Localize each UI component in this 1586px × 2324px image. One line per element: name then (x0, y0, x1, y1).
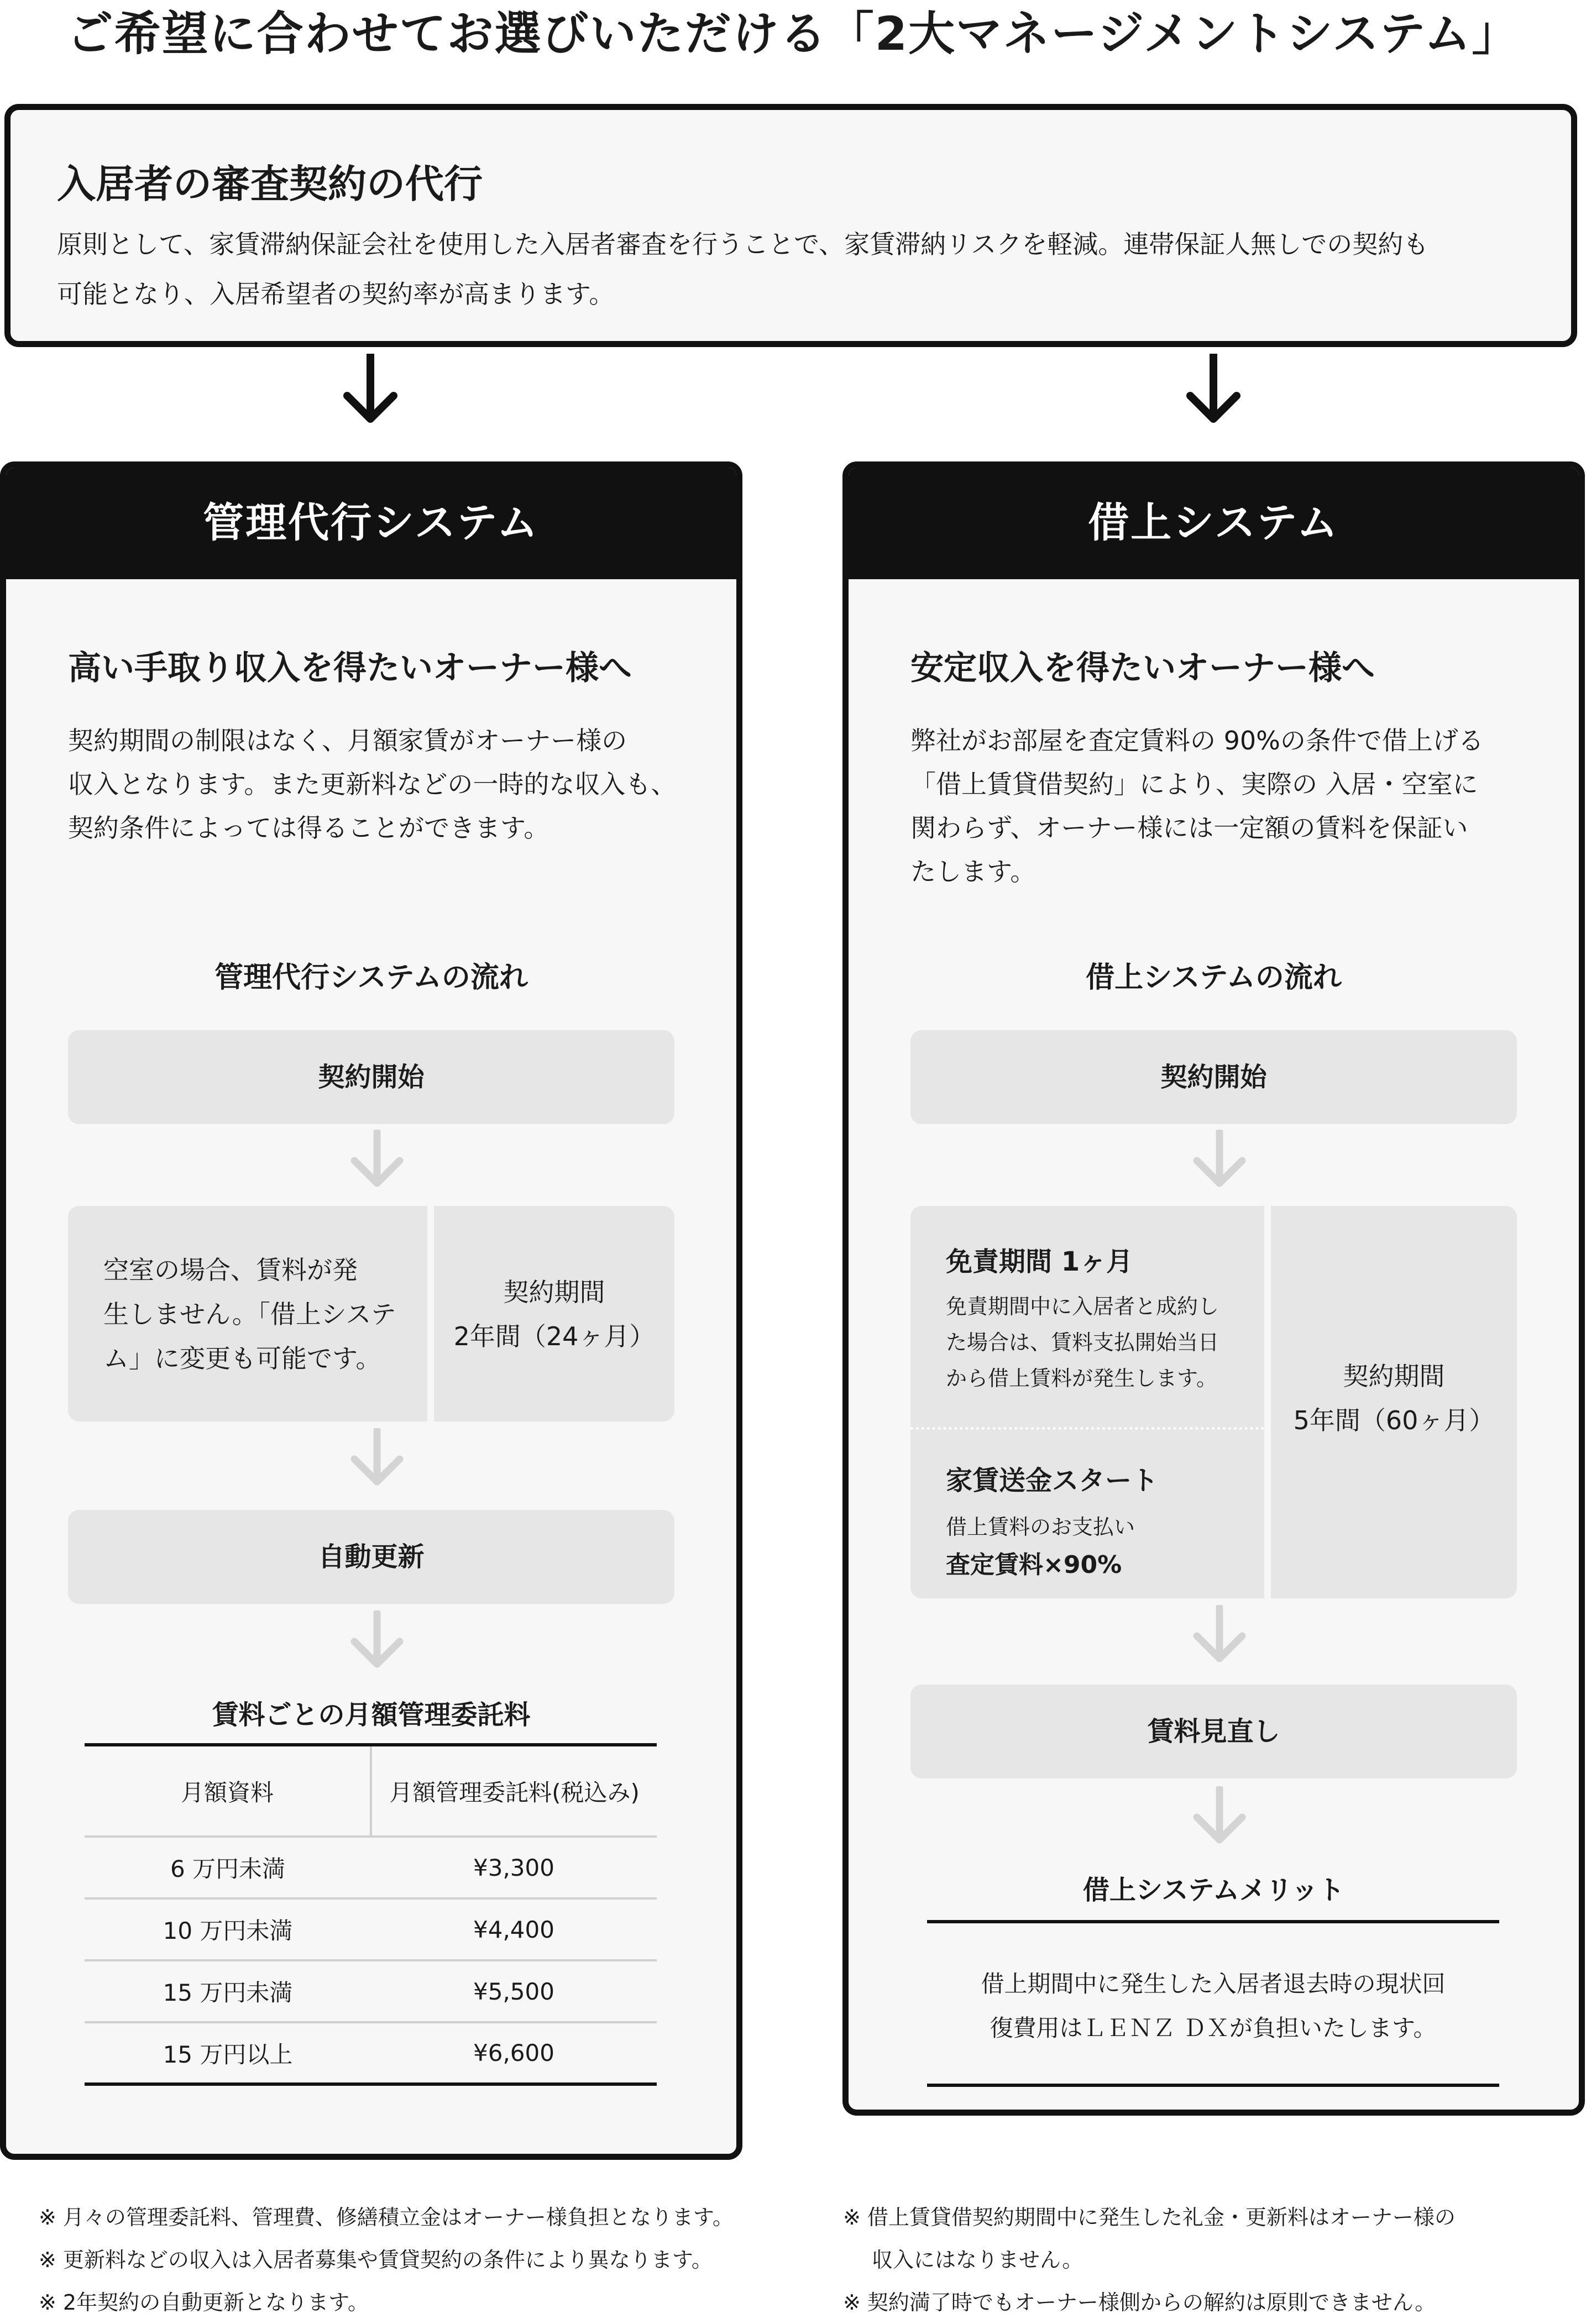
fee-row (85, 2022, 657, 2084)
desc-line: 収入となります。また更新料などの一時的な収入も、 (68, 769, 677, 799)
term-value: 5年間（60ヶ月） (1293, 1405, 1495, 1435)
page-title: ご希望に合わせてお選びいただける「2大マネージメントシステム」 (66, 7, 1520, 61)
flow-arrow-icon (1189, 1786, 1250, 1847)
footnote: ※ 更新料などの収入は入居者募集や賃貸契約の条件により異なります。 (39, 2248, 713, 2272)
desc-line: 契約条件によっては得ることができます。 (68, 813, 549, 843)
arrow-down-icon (343, 354, 398, 426)
step-contract-start: 契約開始 (68, 1030, 674, 1124)
fee-table-title: 賃料ごとの月額管理委託料 (212, 1699, 531, 1730)
fee-range: 6 万円未満 (170, 1855, 286, 1882)
free-period-title: 免責期間 1ヶ月 (946, 1246, 1133, 1277)
rent-rate: 査定賃料×90% (946, 1551, 1122, 1579)
fee-row (85, 1898, 657, 1960)
intro-line: 可能となり、入居希望者の契約率が高まります。 (57, 279, 615, 309)
fee-range: 15 万円以上 (163, 2040, 293, 2068)
lease-panel (842, 461, 1585, 2116)
note-line: ム」に変更も可能です。 (103, 1344, 381, 1373)
lease-title: 借上システム (849, 468, 1579, 579)
desc-line: 関わらず、オーナー様には一定額の賃料を保証い (910, 813, 1468, 843)
flow-arrow-icon (347, 1130, 407, 1190)
desc-line: 「借上賃貸借契約」により、実際の 入居・空室に (910, 769, 1478, 799)
contract-term (1271, 1206, 1517, 1598)
intro-box (4, 104, 1577, 347)
desc-line: 弊社がお部屋を査定賃料の 90%の条件で借上げる (910, 726, 1484, 756)
contract-term (434, 1206, 674, 1421)
rent-start-sub: 借上賃料のお支払い (946, 1515, 1135, 1539)
merit-box (927, 1920, 1499, 2087)
vacancy-note (68, 1206, 427, 1421)
free-desc-line: から借上賃料が発生します。 (946, 1366, 1217, 1391)
footnote: ※ 2年契約の自動更新となります。 (39, 2290, 369, 2315)
lease-description (910, 719, 1484, 894)
intro-heading: 入居者の審査契約の代行 (57, 161, 483, 207)
lease-subheading: 安定収入を得たいオーナー様へ (910, 649, 1375, 688)
flow-arrow-icon (1189, 1605, 1250, 1666)
management-title: 管理代行システム (6, 468, 736, 579)
management-flow-title: 管理代行システムの流れ (214, 961, 528, 994)
free-desc-line: 免責期間中に入居者と成約し (946, 1294, 1219, 1319)
fee-table (85, 1743, 657, 2086)
free-period-desc (946, 1289, 1219, 1397)
footnote: 収入にはなりません。 (872, 2248, 1083, 2272)
footnote: ※ 借上賃貸借契約期間中に発生した礼金・更新料はオーナー様の (843, 2205, 1456, 2229)
management-description (68, 719, 676, 850)
management-panel (0, 461, 742, 2160)
intro-line: 原則として、家賃滞納保証会社を使用した入居者審査を行うことで、家賃滞納リスクを軽減。連帯保証人無しでの契約も (57, 229, 1429, 259)
desc-line: たします。 (910, 857, 1036, 886)
flow-arrow-icon (347, 1610, 407, 1671)
footnote: ※ 契約満了時でもオーナー様側からの解約は原則できません。 (843, 2290, 1436, 2315)
dotted-divider (910, 1427, 1264, 1430)
merit-line: 復費用はＬＥＮＺ ＤＸが負担いたします。 (990, 2015, 1437, 2042)
term-value: 2年間（24ヶ月） (453, 1321, 655, 1351)
rent-start-title: 家賃送金スタート (946, 1465, 1159, 1496)
merit-line: 借上期間中に発生した入居者退去時の現状回 (981, 1970, 1446, 1997)
fee-amount: ¥3,300 (473, 1854, 554, 1881)
fee-header: 月額管理委託料(税込み) (371, 1745, 657, 1837)
fee-amount: ¥5,500 (473, 1977, 554, 2005)
lease-footnotes (843, 2196, 1456, 2324)
desc-line: 契約期間の制限はなく、月額家賃がオーナー様の (68, 726, 627, 756)
fee-amount: ¥4,400 (473, 1916, 554, 1943)
fee-range: 15 万円未満 (163, 1979, 293, 2006)
fee-header: 月額資料 (85, 1745, 371, 1837)
lease-flow-details (910, 1206, 1264, 1598)
management-subheading: 高い手取り収入を得たいオーナー様へ (68, 649, 632, 688)
fee-row (85, 1837, 657, 1898)
fee-range: 10 万円未満 (163, 1917, 293, 1944)
term-label: 契約期間 (503, 1277, 605, 1307)
step-rent-review: 賃料見直し (910, 1685, 1517, 1779)
fee-amount: ¥6,600 (473, 2039, 554, 2066)
lease-flow-title: 借上システムの流れ (1086, 961, 1342, 994)
term-label: 契約期間 (1343, 1361, 1445, 1391)
intro-text (57, 219, 1538, 319)
arrow-down-icon (1186, 354, 1241, 426)
step-contract-start: 契約開始 (910, 1030, 1517, 1124)
note-line: 空室の場合、賃料が発 (103, 1255, 358, 1285)
free-desc-line: た場合は、賃料支払開始当日 (946, 1330, 1219, 1355)
merit-title: 借上システムメリット (1082, 1875, 1345, 1906)
management-footnotes (39, 2196, 734, 2324)
flow-arrow-icon (347, 1428, 407, 1489)
note-line: 生しません。「借上システ (103, 1299, 396, 1329)
fee-row (85, 1960, 657, 2022)
step-auto-renewal: 自動更新 (68, 1510, 674, 1604)
flow-arrow-icon (1189, 1130, 1250, 1190)
footnote: ※ 月々の管理委託料、管理費、修繕積立金はオーナー様負担となります。 (39, 2205, 734, 2229)
